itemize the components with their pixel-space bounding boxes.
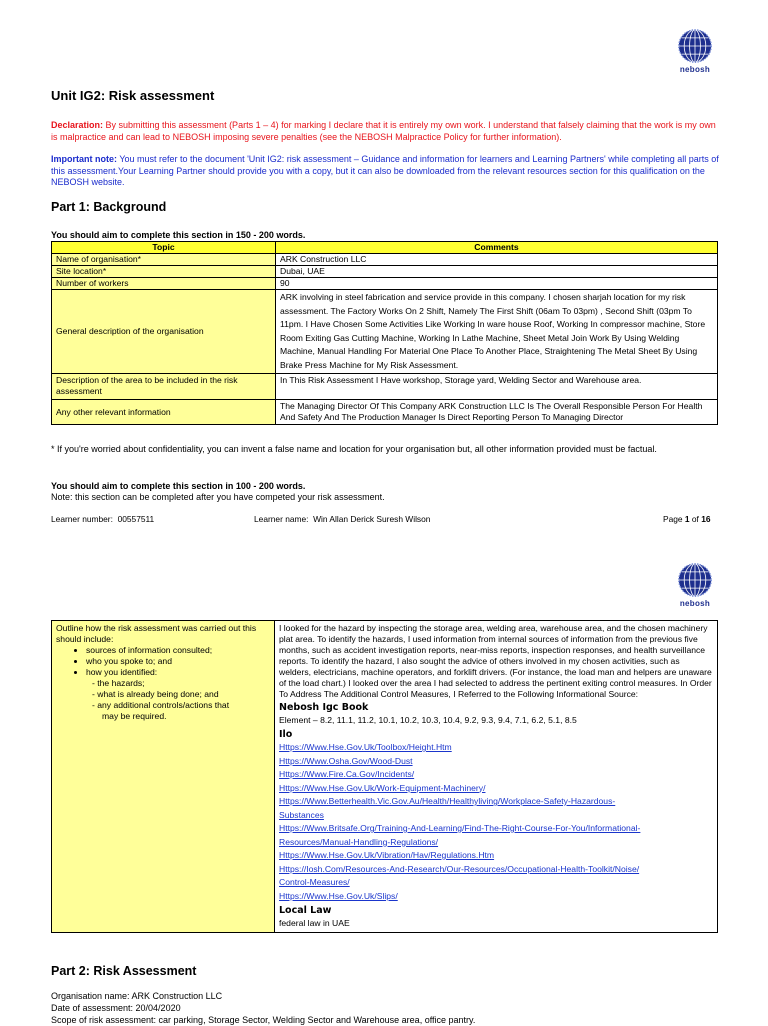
assessment-date: Date of assessment: 20/04/2020 [51,1003,181,1013]
page-number [663,514,711,524]
table-row [52,254,718,266]
reference-link[interactable]: Https://Www.Hse.Gov.Uk/Slips/ [279,890,398,901]
confidentiality-footnote: * If you're worried about confidentiality, you can invent a false name and location for your organisation but, all other information provided must be factual. [51,444,657,454]
reference-link[interactable]: Https://Www.Hse.Gov.Uk/Work-Equipment-Machinery/ [279,782,486,793]
declaration-label: Declaration: [51,120,104,130]
part1-title: Part 1: Background [51,200,167,214]
nebosh-logo [674,28,716,74]
learner-number [51,514,154,524]
declaration [51,120,719,143]
outline-response [275,621,718,933]
page-gap [0,538,768,556]
important-note-label: Important note: [51,154,117,164]
row-topic: Name of organisation* [52,254,276,266]
reference-link[interactable]: Https://Www.Britsafe.Org/Training-And-Learning/Find-The-Right-Course-For-You/Informational- [279,823,641,833]
reference-link[interactable]: Https://Www.Hse.Gov.Uk/Vibration/Hav/Regulations.Htm [279,850,495,860]
important-note [51,154,719,189]
table-row [52,266,718,278]
part1-note: Note: this section can be completed after you have competed your risk assessment. [51,492,385,502]
row-comment: In This Risk Assessment I Have workshop, Storage yard, Welding Sector and Warehouse area. [276,374,718,400]
nebosh-logo [674,562,716,608]
important-note-text: You must refer to the document 'Unit IG2: risk assessment – Guidance and information for learners and Learning Partners' while completing all parts of this assessment.Your Learning Partner should provide you with a copy, but it can also be downloaded from the relevant resources section for this qualification on the NEBOSH website. [51,154,719,187]
globe-icon [677,562,713,598]
background-table [51,241,718,425]
table-row [52,621,718,933]
row-topic: General description of the organisation [52,290,276,374]
row-topic: Number of workers [52,278,276,290]
learner-number-value: 00557511 [117,514,155,524]
learner-name-label: Learner name: [254,514,309,524]
page-of: of [691,514,699,524]
part1-word-instruction: You should aim to complete this section in 150 - 200 words. [51,230,306,240]
table-row [52,400,718,425]
row-topic: Any other relevant information [52,400,276,425]
list-item: • sources of information consulted; [86,645,270,656]
logo-wordmark: nebosh [679,65,711,74]
row-comment: Dubai, UAE [276,266,718,278]
outline-response-text: I looked for the hazard by inspecting the storage area, welding area, warehouse area, and the chosen machinery plat area. To identify the hazards, I used information from internal sources of information from the previous five months, such as accident investigation reports, near-miss reports, inspection responses, and health surveillance reports. To identify the hazard, I also sought the advice of others involved in my chosen activities, such as welders, electricians, machine operators, and forklift drivers. (For instance, the load man and helpers are unaware of the load chart.) I looked over the area I had selected to address the pertinent exiting control measures. In Order To Address The Additional Control Measures, I Referred to the Following Informational Source: [279,623,712,699]
globe-icon [677,28,713,64]
sub-item: - the hazards; [92,678,145,688]
reference-link[interactable]: Substances [279,809,324,820]
outline-table [51,620,718,933]
source-heading: Local Law [279,905,332,916]
reference-link[interactable]: Https://Www.Hse.Gov.Uk/Toolbox/Height.Htm [279,742,452,752]
outline-instructions [52,621,275,933]
table-header-row [52,242,718,254]
row-topic: Description of the area to be included in the risk assessment [52,374,276,400]
learner-name-value: Win Allan Derick Suresh Wilson [313,514,431,524]
page-total: 16 [701,514,711,524]
table-row [52,374,718,400]
row-comment: 90 [276,278,718,290]
learner-name [254,514,430,524]
sub-item-tail: may be required. [102,711,167,721]
list-item: • how you identified: [86,667,270,678]
source-text: Element – 8.2, 11.1, 11.2, 10.1, 10.2, 10.3, 10.4, 9.2, 9.3, 9.4, 7.1, 6.2, 5.1, 8.5 [279,715,577,725]
page-label: Page [663,514,683,524]
outline-list [56,645,270,678]
page-current: 1 [684,514,690,524]
comments-header: Comments [276,242,718,254]
list-item: • who you spoke to; and [86,656,270,667]
logo-wordmark: nebosh [679,599,711,608]
table-row [52,290,718,374]
learner-number-label: Learner number: [51,514,113,524]
reference-link[interactable]: Resources/Manual-Handling-Regulations/ [279,836,439,847]
row-comment: ARK Construction LLC [276,254,718,266]
table-row [52,278,718,290]
assessment-scope: Scope of risk assessment: car parking, Storage Sector, Welding Sector and Warehouse area, office pantry. [51,1015,476,1025]
part2-title: Part 2: Risk Assessment [51,964,197,978]
sub-item: - what is already being done; and [92,689,219,699]
row-comment: ARK involving in steel fabrication and service provide in this company. I chosen sharjah location for my risk assessment. The Factory Works On 2 Shift, Namely The First Shift (06am To 03pm) , Second Shift (03pm To 11pm. I Have Chosen Some Activities Like Working In ware house Roof, Working In compressor machine, Store Room Exiting Gas Cutting Machine, Working In Lathe Machine, Sheet Metal Join Work By Using Welding Machine, Manual Handling For Material One Place To Another Place, Straightening The Metal Sheet By Using Brake Press Machine for My Risk Assessment. [276,290,718,374]
source-heading: Nebosh Igc Book [279,702,369,713]
reference-link[interactable]: Https://Www.Betterhealth.Vic.Gov.Au/Health/Healthyliving/Workplace-Safety-Hazardous- [279,796,616,806]
source-heading: Ilo [279,729,293,740]
organisation-name: Organisation name: ARK Construction LLC [51,991,223,1001]
source-text: federal law in UAE [279,918,350,928]
unit-title: Unit IG2: Risk assessment [51,88,215,103]
reference-link[interactable]: Control-Measures/ [279,877,350,887]
topic-header: Topic [52,242,276,254]
row-comment: The Managing Director Of This Company ARK Construction LLC Is The Overall Responsible Person For Health And Safety And The Production Manager Is Direct Reporting Person To Managing Director [276,400,718,425]
part1-word-instruction-2: You should aim to complete this section in 100 - 200 words. [51,481,306,491]
sub-item: - any additional controls/actions that [92,700,230,710]
declaration-text: By submitting this assessment (Parts 1 – 4) for marking I declare that it is entirely my own work. I understand that falsely claiming that the work is my own is malpractice and can lead to NEBOSH imposing severe penalties (see the NEBOSH Malpractice Policy for further information). [51,120,716,142]
reference-link[interactable]: Https://Www.Osha.Gov/Wood-Dust [279,755,413,766]
outline-intro: Outline how the risk assessment was carried out this should include: [56,623,257,644]
reference-link[interactable]: Https://Www.Fire.Ca.Gov/Incidents/ [279,769,415,779]
row-topic: Site location* [52,266,276,278]
reference-link[interactable]: Https://Iosh.Com/Resources-And-Research/Our-Resources/Occupational-Health-Toolkit/Noise/ [279,863,640,874]
